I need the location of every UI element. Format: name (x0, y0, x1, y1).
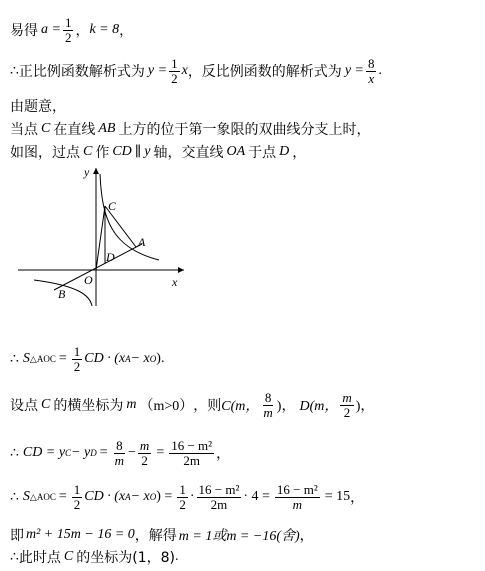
punct: ， (216, 446, 231, 462)
condition: （m>0） (139, 399, 194, 414)
text: 上方的位于第一象限的双曲线分支上时， (118, 122, 371, 138)
frac-num: 8 (264, 389, 272, 405)
subscript: △AOC (29, 353, 56, 364)
area-symbol: S (22, 351, 30, 366)
text: 作 (95, 145, 110, 161)
punct: . (160, 351, 165, 366)
subscript: C (65, 448, 72, 458)
result: = 15 (324, 489, 351, 504)
equation: y = (147, 63, 168, 78)
frac-num: 1 (73, 481, 81, 497)
line-4 (10, 119, 370, 139)
paren: ) (156, 351, 161, 366)
frac-num: 8 (116, 437, 123, 453)
fraction (113, 439, 126, 467)
text: 由题意， (10, 99, 66, 115)
expression: − y (71, 445, 91, 460)
paren: ) = (156, 489, 173, 504)
segment-oc (96, 206, 105, 270)
point-label: D (279, 144, 290, 159)
therefore-symbol: ∴ (10, 445, 19, 461)
therefore-symbol: ∴ (10, 351, 19, 367)
frac-num: m (342, 389, 352, 405)
parallel-symbol: ∥ (134, 144, 142, 160)
equals: = (58, 489, 67, 504)
frac-num: 1 (73, 343, 81, 359)
fraction (72, 345, 83, 373)
therefore-symbol: ∴ (10, 63, 19, 79)
text: 于点 (248, 145, 277, 161)
expression: CD = y (22, 445, 66, 460)
minus: − (128, 445, 136, 460)
frac-den: 2 (73, 496, 81, 512)
frac-den: 2 (73, 358, 81, 374)
expression: − x (130, 489, 150, 504)
paren: )， (276, 399, 296, 414)
variable: m (126, 397, 137, 412)
punct: ， (299, 528, 314, 544)
equals: = (99, 445, 108, 460)
fraction (63, 16, 74, 44)
dot: · (189, 489, 195, 504)
point-coord: C(m， (221, 399, 260, 414)
sep: ， (75, 23, 90, 39)
equation: a = (41, 22, 61, 37)
punct: . (175, 549, 179, 564)
frac-num: 1 (171, 55, 178, 71)
frac-num: 1 (64, 14, 72, 30)
fraction (261, 391, 274, 419)
line-7 (10, 387, 374, 423)
line-6 (10, 343, 164, 375)
text: 此时点 (18, 550, 61, 566)
line-3 (10, 96, 66, 116)
solution: m = 1或m = −16(舍) (178, 529, 300, 544)
line-9 (10, 480, 364, 514)
text: 当点 (10, 122, 38, 138)
text: 设点 (10, 398, 38, 414)
text: ，则 (193, 398, 222, 414)
label-d: D (106, 250, 115, 264)
label-x: x (172, 275, 178, 289)
subscript: O (149, 354, 157, 364)
fraction (169, 439, 214, 467)
frac-den: m (292, 496, 303, 512)
frac-den: 2 (343, 404, 351, 420)
segment-label: CD (112, 144, 132, 159)
fraction (340, 391, 353, 419)
paren: )， (355, 399, 375, 414)
subscript: △AOC (29, 491, 56, 502)
fraction (197, 483, 242, 511)
frac-den: 2 (179, 496, 186, 512)
frac-num: 16 − m² (171, 437, 213, 453)
frac-den: 2 (141, 452, 148, 468)
frac-den: 2 (64, 29, 72, 45)
line-1 (10, 16, 133, 44)
line-2 (10, 55, 382, 87)
coordinate-figure (14, 160, 190, 308)
point-label: C (41, 397, 51, 412)
text: 正比例函数解析式为 (18, 64, 145, 80)
therefore-symbol: ∴ (10, 549, 19, 565)
label-y: y (84, 165, 90, 179)
line-label: AB (98, 121, 116, 136)
frac-den: x (368, 70, 375, 86)
equation: y = (344, 63, 364, 78)
fraction (169, 57, 180, 85)
frac-num: 16 − m² (276, 481, 318, 497)
frac-den: 2m (210, 496, 228, 512)
expression: − x (130, 351, 150, 366)
hyperbola-branch-q1 (100, 174, 159, 260)
text: 在直线 (53, 122, 96, 138)
point-label: C (63, 549, 74, 564)
expression: CD · (x (84, 489, 126, 504)
label-c: C (108, 199, 117, 213)
frac-den: 2m (183, 452, 200, 468)
area-symbol: S (22, 489, 30, 504)
fraction (138, 439, 151, 467)
text: 如图，过点 (10, 145, 80, 161)
expression: · 4 = (243, 489, 270, 504)
text: 的横坐标为 (53, 398, 124, 414)
variable: x (181, 63, 188, 78)
fraction (275, 483, 320, 511)
subscript: A (125, 492, 131, 502)
subscript: A (125, 354, 131, 364)
text: 轴，交直线 (153, 145, 224, 161)
text: 的坐标为(1，8) (76, 550, 176, 566)
line-ab (54, 244, 142, 290)
therefore-symbol: ∴ (10, 489, 19, 505)
frac-den: m (263, 404, 273, 420)
line-8 (10, 436, 230, 470)
equation: m² + 15m − 16 = 0 (26, 527, 135, 542)
fraction (366, 57, 377, 85)
text: 易得 (10, 23, 38, 39)
punct: ， (292, 145, 307, 161)
text: ，解得 (134, 528, 177, 544)
line-10 (10, 525, 314, 545)
frac-num: 1 (179, 481, 186, 497)
punct: ， (119, 23, 134, 39)
point-coord: D(m， (299, 399, 339, 414)
fraction (177, 483, 188, 511)
label-o: O (84, 273, 93, 287)
text: ，反比例函数的解析式为 (187, 64, 342, 80)
subscript: O (149, 492, 157, 502)
point-label: C (83, 144, 93, 159)
punct: . (378, 63, 382, 78)
label-a: A (138, 235, 146, 249)
axis-label: y (144, 144, 151, 159)
frac-num: m (139, 437, 150, 453)
punct: ， (350, 490, 365, 506)
text: 即 (10, 528, 24, 544)
subscript: D (90, 448, 97, 458)
equals: = (58, 351, 67, 366)
frac-den: m (114, 452, 125, 468)
line-11 (10, 547, 179, 567)
frac-num: 8 (367, 55, 375, 71)
expression: CD · (x (84, 351, 126, 366)
line-5 (10, 142, 306, 162)
equation: k = 8 (89, 22, 120, 37)
point-label: C (41, 121, 51, 136)
label-b: B (58, 287, 66, 301)
frac-den: 2 (171, 70, 178, 86)
fraction (72, 483, 83, 511)
frac-num: 16 − m² (198, 481, 240, 497)
line-label: OA (226, 144, 246, 159)
equals: = (156, 445, 165, 460)
